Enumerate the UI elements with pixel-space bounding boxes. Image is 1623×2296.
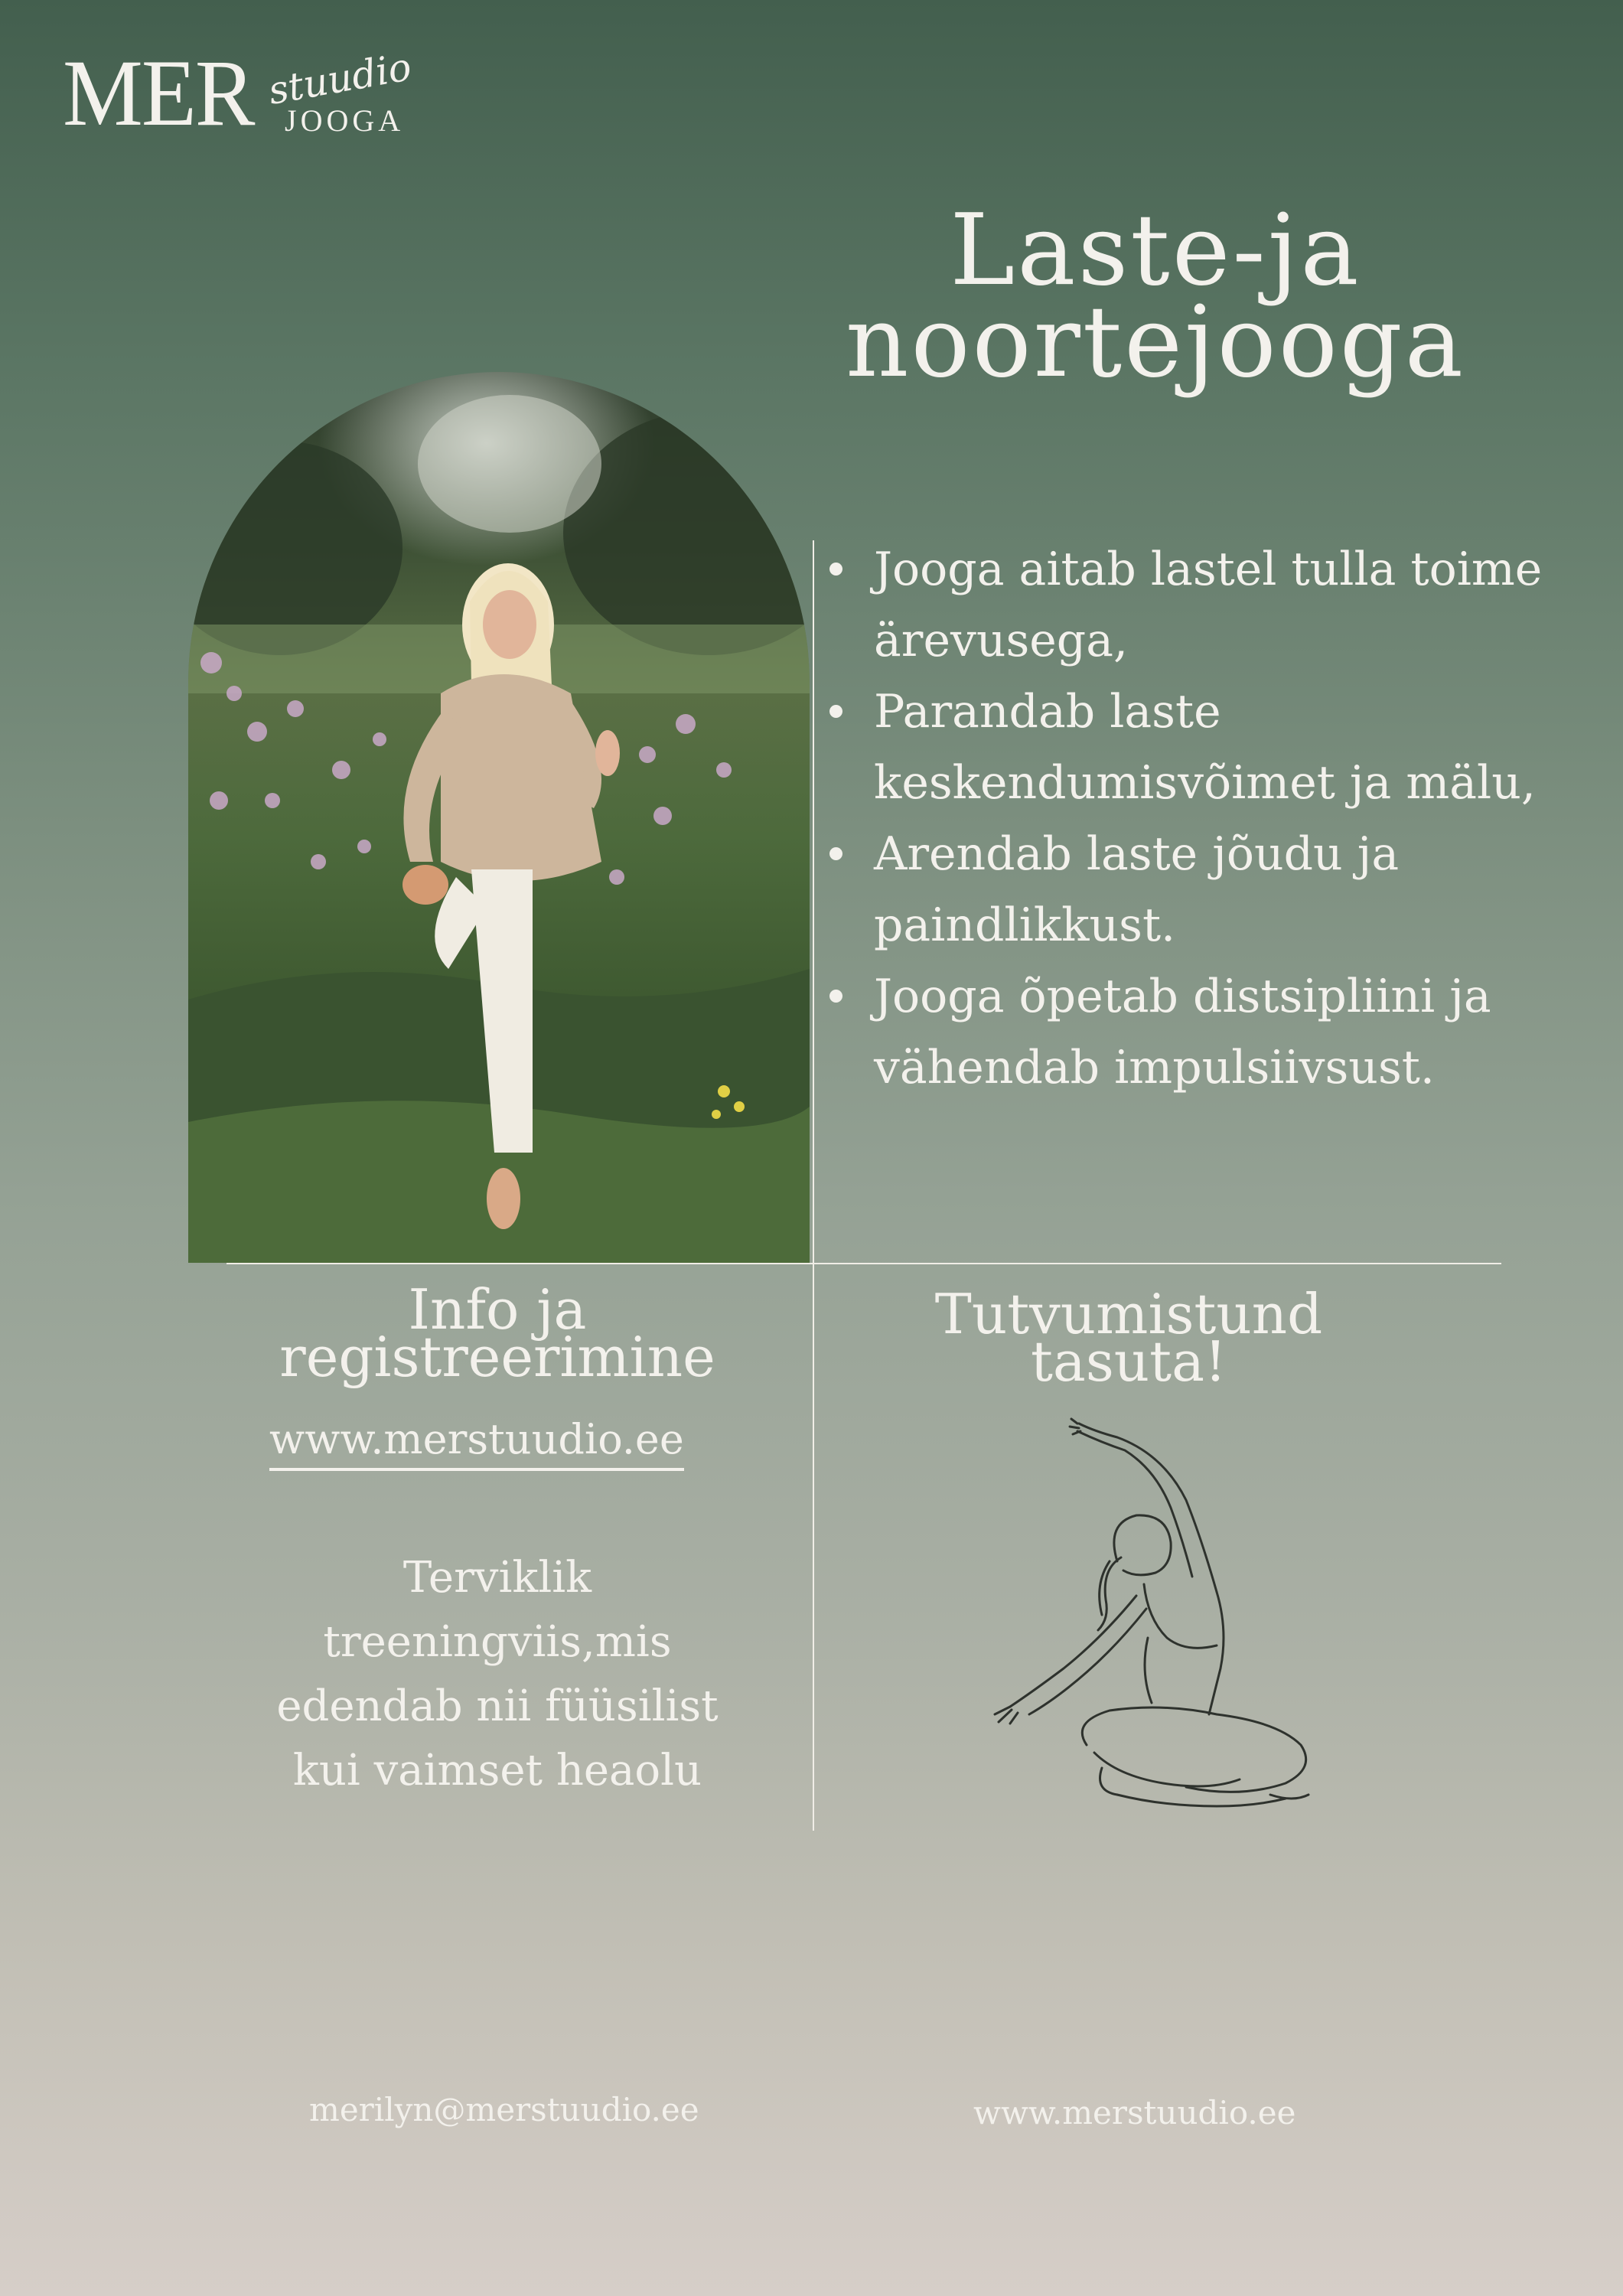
footer-website[interactable]: www.merstuudio.ee xyxy=(973,2094,1296,2131)
hero-photo xyxy=(188,372,810,1263)
list-item: Jooga õpetab distsipliini ja vähendab impulsiivsust. xyxy=(826,961,1592,1104)
logo-jooga: JOOGA xyxy=(285,103,405,138)
studio-logo xyxy=(63,41,415,145)
benefits-list xyxy=(826,534,1592,1104)
bullet-icon xyxy=(829,990,842,1003)
trial-heading xyxy=(880,1282,1377,1394)
info-heading xyxy=(230,1277,765,1389)
title-line-1: Laste-ja xyxy=(950,194,1361,308)
list-item: Parandab laste keskendumisvõimet ja mälu, xyxy=(826,677,1592,819)
list-item: Arendab laste jõudu ja paindlikkust. xyxy=(826,819,1592,961)
bullet-icon xyxy=(829,705,842,718)
vertical-divider xyxy=(813,540,814,1831)
tagline xyxy=(260,1546,735,1803)
title-line-2: noortejooga xyxy=(846,285,1465,400)
bullet-icon xyxy=(829,847,842,860)
yoga-stretch-drawing-icon xyxy=(964,1408,1347,1837)
tagline-line: edendab nii füüsilist xyxy=(276,1681,719,1731)
logo-script: stuudio xyxy=(265,44,415,113)
info-heading-line-1: Info ja xyxy=(408,1277,587,1342)
footer-email[interactable]: merilyn@merstuudio.ee xyxy=(309,2091,699,2128)
page-title xyxy=(781,194,1530,400)
horizontal-divider xyxy=(227,1263,1501,1264)
tagline-line: Terviklik xyxy=(402,1553,592,1603)
woman-yoga-photo-icon xyxy=(188,372,810,1263)
info-heading-line-2: registreerimine xyxy=(279,1325,715,1389)
trial-heading-line-1: Tutvumistund xyxy=(934,1282,1323,1346)
logo-mer: MER xyxy=(63,41,254,145)
tagline-line: treeningviis,mis xyxy=(323,1617,672,1667)
trial-heading-line-2: tasuta! xyxy=(1031,1329,1227,1394)
tagline-line: kui vaimset heaolu xyxy=(292,1746,702,1795)
list-item: Jooga aitab lastel tulla toime ärevusega, xyxy=(826,534,1592,677)
bullet-icon xyxy=(829,563,842,576)
website-link[interactable]: www.merstuudio.ee xyxy=(269,1413,684,1471)
